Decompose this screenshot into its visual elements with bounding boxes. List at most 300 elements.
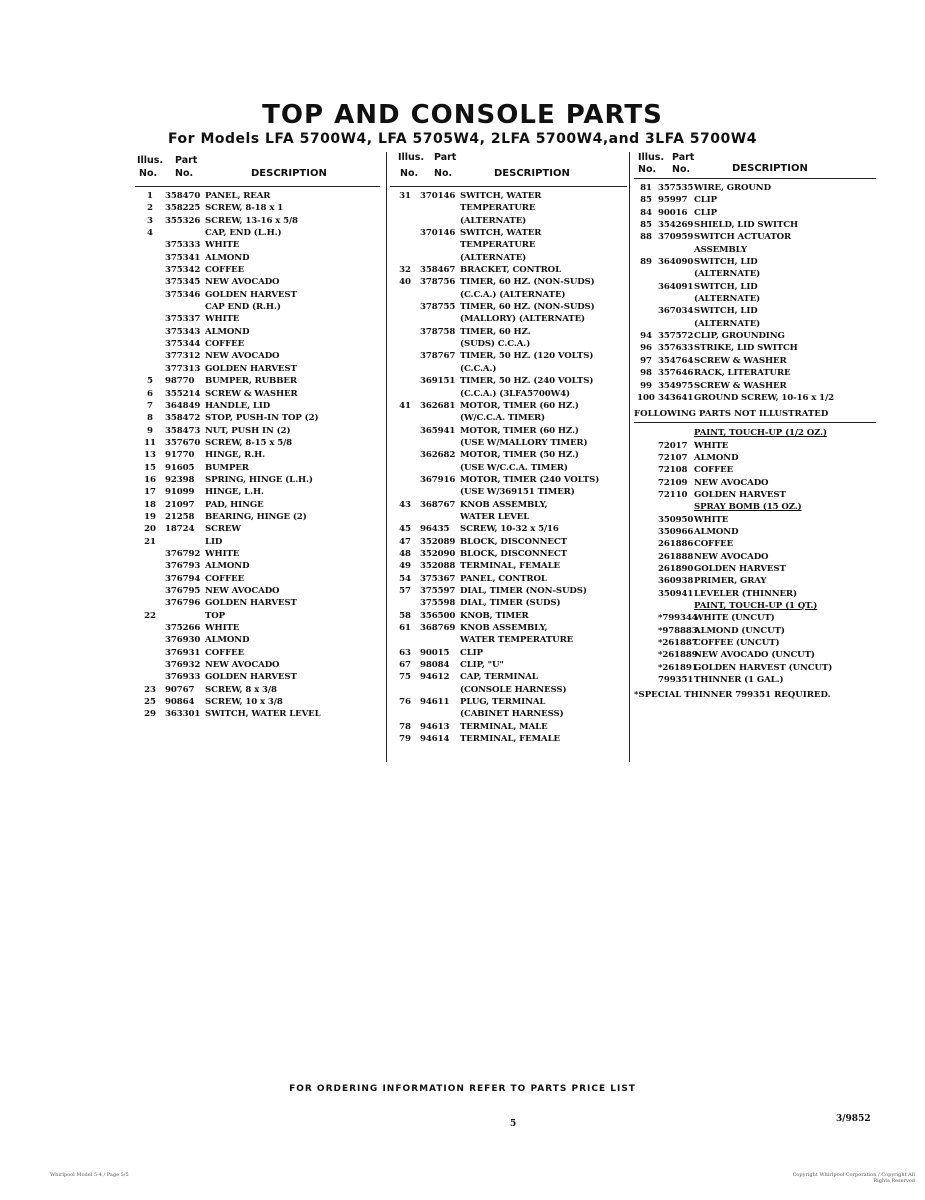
illus-number (634, 452, 658, 464)
part-number (658, 427, 694, 439)
part-description: WHITE (205, 548, 240, 559)
part-row (634, 563, 876, 575)
part-description: GOLDEN HARVEST (UNCUT) (694, 662, 833, 673)
illus-number: 48 (399, 548, 411, 559)
part-row (390, 190, 627, 202)
part-row (634, 625, 876, 637)
part-row (634, 588, 876, 600)
illus-number (390, 363, 420, 375)
part-row (634, 318, 876, 330)
illus-number: 47 (399, 536, 411, 547)
illus-number (634, 625, 658, 637)
part-description: GOLDEN HARVEST (205, 672, 297, 683)
illus-number: 6 (147, 388, 153, 399)
part-row (390, 659, 627, 671)
part-description: BRACKET, CONTROL (460, 265, 562, 276)
part-description: (C.C.A.) (3LFA5700W4) (460, 388, 571, 399)
part-row (135, 449, 380, 461)
part-number: 261886 (658, 539, 694, 550)
part-header-bottom: No. (672, 164, 691, 175)
column-header (390, 152, 627, 187)
part-description: COFFEE (UNCUT) (694, 638, 780, 649)
illus-number: 75 (399, 672, 411, 683)
part-number: 376792 (165, 548, 201, 559)
part-row (390, 536, 627, 548)
illus-number: 85 (640, 195, 652, 206)
part-number: 91770 (165, 450, 195, 461)
part-description: STRIKE, LID SWITCH (694, 343, 798, 354)
part-row (390, 622, 627, 634)
illus-number (634, 489, 658, 501)
illus-number: 5 (147, 376, 153, 387)
part-number: 369151 (420, 376, 456, 387)
part-row (634, 182, 876, 194)
part-header-bottom: No. (175, 168, 194, 179)
part-description: LEVELER (THINNER) (694, 588, 797, 599)
illus-number: 8 (147, 413, 153, 424)
page-title: TOP AND CONSOLE PARTS (262, 100, 663, 130)
part-row (390, 449, 627, 461)
part-number: 358473 (165, 425, 201, 436)
part-row (135, 622, 380, 634)
part-description: SWITCH, WATER LEVEL (205, 709, 321, 720)
part-number: 72110 (658, 489, 688, 500)
part-row (135, 437, 380, 449)
illus-header-top: Illus. (398, 152, 425, 163)
illus-number: 18 (144, 499, 156, 510)
illus-header-bottom: No. (400, 168, 419, 179)
part-number (165, 536, 205, 548)
part-row (135, 425, 380, 437)
part-number: 92398 (165, 474, 195, 485)
part-number (165, 610, 205, 622)
part-row (135, 647, 380, 659)
illus-number: 57 (399, 586, 411, 596)
illus-number (634, 318, 658, 330)
part-description: CLIP (694, 207, 717, 218)
illus-number (135, 647, 165, 659)
part-row (135, 363, 380, 375)
part-row (390, 289, 627, 301)
illus-number (634, 662, 658, 674)
part-row (390, 708, 627, 720)
part-number: *978883 (658, 625, 698, 636)
part-description: STOP, PUSH-IN TOP (2) (205, 413, 319, 424)
part-description: DIAL, TIMER (SUDS) (460, 598, 561, 609)
part-description: (USE W/369151 TIMER) (460, 487, 575, 498)
part-number: 72107 (658, 452, 688, 463)
part-number: 356500 (420, 610, 456, 621)
part-row (135, 499, 380, 511)
part-header-bottom: No. (434, 168, 453, 179)
part-number: 94613 (420, 721, 450, 732)
part-row (390, 227, 627, 239)
part-description: LID (205, 536, 223, 547)
part-row (390, 486, 627, 498)
part-row (634, 355, 876, 367)
part-description: KNOB ASSEMBLY, (460, 499, 548, 510)
part-number: *261889 (658, 650, 698, 661)
part-number: 377312 (165, 351, 201, 362)
part-number: 21258 (165, 511, 195, 522)
part-number (420, 338, 460, 350)
part-number: 376796 (165, 598, 201, 609)
part-number: 375342 (165, 265, 201, 276)
part-row (135, 659, 380, 671)
part-description: SCREW, 10 x 3/8 (205, 697, 283, 708)
illus-number (634, 538, 658, 550)
part-row (135, 684, 380, 696)
part-description: TOP (205, 610, 226, 621)
part-row (390, 573, 627, 585)
part-row (634, 526, 876, 538)
part-description: CLIP (460, 647, 483, 658)
page-subtitle: For Models LFA 5700W4, LFA 5705W4, 2LFA 5700W4,and 3LFA 5700W4 (168, 131, 757, 147)
illus-number (390, 425, 420, 437)
illus-number (634, 305, 658, 317)
part-row (135, 388, 380, 400)
part-row (135, 338, 380, 350)
part-row (390, 202, 627, 214)
part-number: 363301 (165, 709, 201, 720)
part-number: 354975 (658, 380, 694, 391)
part-number: 90864 (165, 697, 195, 708)
part-row (634, 612, 876, 624)
part-row (634, 219, 876, 231)
illus-number (390, 597, 420, 609)
illus-number (135, 239, 165, 251)
part-row (390, 412, 627, 424)
illus-number (634, 575, 658, 587)
part-header-top: Part (672, 152, 695, 163)
part-row (390, 239, 627, 251)
illus-number: 20 (144, 524, 156, 535)
part-description: KNOB ASSEMBLY, (460, 623, 548, 634)
part-number: 352090 (420, 548, 456, 559)
part-description: GROUND SCREW, 10-16 x 1/2 (694, 392, 834, 403)
part-description: GOLDEN HARVEST (205, 289, 297, 300)
part-number: 360938 (658, 576, 694, 587)
illus-number (634, 588, 658, 600)
part-description: PAINT, TOUCH-UP (1 QT.) (694, 601, 818, 611)
illus-number (135, 548, 165, 560)
illus-number: 99 (640, 380, 652, 391)
part-description: SCREW, 8-18 x 1 (205, 203, 284, 214)
part-description: TERMINAL, FEMALE (460, 734, 560, 745)
part-description: SCREW & WASHER (205, 388, 298, 399)
part-description: SCREW, 8 x 3/8 (205, 684, 277, 695)
part-number: 358467 (420, 265, 456, 276)
part-number: 378755 (420, 302, 456, 313)
part-number: 368769 (420, 623, 456, 634)
part-row (390, 375, 627, 387)
illus-number: 61 (399, 623, 411, 634)
part-row (135, 289, 380, 301)
part-row (390, 215, 627, 227)
part-number: 364090 (658, 257, 694, 268)
part-row (634, 231, 876, 243)
part-number: 90016 (658, 207, 688, 218)
illus-number: 7 (147, 400, 153, 411)
part-row (634, 268, 876, 280)
illus-number: 58 (399, 610, 411, 621)
part-number: 375333 (165, 240, 201, 251)
part-row (390, 610, 627, 622)
part-row (135, 239, 380, 251)
part-description: THINNER (1 GAL.) (694, 675, 784, 686)
part-row (390, 634, 627, 646)
part-number (165, 301, 205, 313)
part-number: 357670 (165, 437, 201, 448)
part-row (390, 338, 627, 350)
part-row (634, 367, 876, 379)
part-row (135, 264, 380, 276)
part-row (634, 662, 876, 674)
part-description: MOTOR, TIMER (240 VOLTS) (460, 474, 600, 485)
part-description: COFFEE (205, 647, 245, 658)
part-description: MOTOR, TIMER (60 HZ.) (460, 425, 579, 436)
part-row (390, 696, 627, 708)
part-description: (SUDS) C.C.A.) (460, 339, 531, 350)
part-row (135, 301, 380, 313)
part-description: BUMPER (205, 462, 249, 473)
part-description: BEARING, HINGE (2) (205, 511, 307, 522)
part-description: (W/C.C.A. TIMER) (460, 413, 545, 424)
illus-number (634, 551, 658, 563)
illus-header-top: Illus. (638, 152, 665, 163)
part-description: HANDLE, LID (205, 400, 271, 411)
part-row (634, 380, 876, 392)
part-number: 358472 (165, 413, 201, 424)
illus-number: 89 (640, 257, 652, 268)
part-row (135, 671, 380, 683)
part-number: 370146 (420, 191, 456, 201)
part-number (658, 244, 694, 256)
part-row (634, 674, 876, 686)
part-row (135, 375, 380, 387)
illus-number: 40 (399, 277, 411, 288)
part-description: GOLDEN HARVEST (205, 598, 297, 609)
illus-number (135, 264, 165, 276)
part-row (135, 634, 380, 646)
parts-list (390, 190, 627, 745)
illus-number (390, 388, 420, 400)
part-row (135, 610, 380, 622)
part-description: WHITE (694, 514, 729, 525)
part-number: 352089 (420, 536, 456, 547)
part-row (135, 523, 380, 535)
illus-number (390, 289, 420, 301)
part-description: BUMPER, RUBBER (205, 376, 297, 387)
illus-number (390, 684, 420, 696)
part-description: ALMOND (694, 452, 739, 463)
part-number: 378758 (420, 326, 456, 337)
part-row (634, 194, 876, 206)
illus-number (634, 514, 658, 526)
part-row (634, 427, 876, 439)
part-row (135, 326, 380, 338)
part-number (658, 600, 694, 612)
illus-number: 45 (399, 524, 411, 535)
part-number (420, 486, 460, 498)
illus-number: 21 (144, 536, 156, 547)
part-description: PAD, HINGE (205, 499, 264, 510)
part-description: TIMER, 50 HZ. (240 VOLTS) (460, 376, 594, 387)
part-row (634, 464, 876, 476)
part-number (420, 511, 460, 523)
part-number (420, 684, 460, 696)
part-description: CAP, TERMINAL (460, 672, 538, 683)
part-row (135, 511, 380, 523)
part-number: 261888 (658, 551, 694, 562)
illus-number (135, 597, 165, 609)
illus-number (390, 215, 420, 227)
parts-list (634, 182, 876, 404)
part-row (135, 350, 380, 362)
part-number: 365941 (420, 425, 456, 436)
illus-number (390, 412, 420, 424)
illus-number: 78 (399, 721, 411, 732)
part-description: WHITE (694, 440, 729, 451)
part-number: 377313 (165, 363, 201, 374)
part-number: 376930 (165, 635, 201, 646)
illus-number (390, 202, 420, 214)
part-number: 375597 (420, 586, 456, 596)
part-description: SHIELD, LID SWITCH (694, 220, 799, 231)
illus-number: 79 (399, 734, 411, 745)
part-number: 358470 (165, 191, 201, 201)
part-number: *261887 (658, 638, 698, 649)
illus-number: 16 (144, 474, 156, 485)
illus-number: 98 (640, 368, 652, 379)
part-number (420, 412, 460, 424)
part-number (420, 708, 460, 720)
page-number: 5 (510, 1119, 517, 1129)
illus-number: 17 (144, 487, 156, 498)
illus-number (135, 363, 165, 375)
illus-number (135, 573, 165, 585)
part-number: *799344 (658, 613, 698, 624)
part-number: 350966 (658, 526, 694, 537)
illus-number (634, 477, 658, 489)
part-row (634, 392, 876, 404)
description-header: DESCRIPTION (251, 168, 327, 179)
part-description: GOLDEN HARVEST (694, 489, 786, 500)
part-description: WATER TEMPERATURE (460, 635, 574, 646)
part-row (135, 585, 380, 597)
part-number: 90767 (165, 684, 195, 695)
part-description: WHITE (UNCUT) (694, 613, 775, 624)
part-description: CLIP (694, 195, 717, 206)
illus-number (135, 671, 165, 683)
part-row (135, 696, 380, 708)
parts-list (135, 190, 380, 721)
part-description: DIAL, TIMER (NON-SUDS) (460, 586, 587, 596)
illus-number: 84 (640, 207, 652, 218)
part-description: HINGE, R.H. (205, 450, 266, 461)
illus-number: 31 (399, 191, 411, 201)
part-description: SCREW & WASHER (694, 380, 787, 391)
illus-number (634, 501, 658, 513)
part-row (390, 313, 627, 325)
part-row (135, 227, 380, 239)
illus-number (634, 612, 658, 624)
part-row (390, 523, 627, 535)
part-description: HINGE, L.H. (205, 487, 264, 498)
illus-number (390, 462, 420, 474)
part-description: (USE W/C.C.A. TIMER) (460, 462, 568, 473)
part-number (420, 313, 460, 325)
part-number: 375341 (165, 252, 201, 263)
part-row (135, 400, 380, 412)
part-description: SPRAY BOMB (15 OZ.) (694, 502, 802, 513)
part-description: PANEL, REAR (205, 191, 271, 201)
part-description: SWITCH, WATER (460, 228, 542, 239)
part-number: 362682 (420, 450, 456, 461)
illus-number (634, 526, 658, 538)
part-description: (C.C.A.) (460, 363, 497, 374)
part-description: (C.C.A.) (ALTERNATE) (460, 289, 566, 300)
part-row (390, 511, 627, 523)
part-number: 378767 (420, 351, 456, 362)
part-row (135, 202, 380, 214)
part-number (420, 239, 460, 251)
part-row (390, 733, 627, 745)
part-row (634, 305, 876, 317)
part-description: CLIP, "U" (460, 660, 504, 671)
part-number: 94614 (420, 734, 450, 745)
part-number: 375343 (165, 326, 201, 337)
illus-number (634, 244, 658, 256)
part-description: (CABINET HARNESS) (460, 709, 564, 720)
part-number (165, 227, 205, 239)
part-row (390, 474, 627, 486)
part-number: 375598 (420, 598, 456, 609)
part-number: 364091 (658, 281, 694, 292)
part-number: 375337 (165, 314, 201, 325)
illus-number: 54 (399, 573, 411, 584)
part-row (135, 560, 380, 572)
part-header-top: Part (175, 155, 198, 166)
column-divider (629, 152, 630, 762)
illus-number (135, 289, 165, 301)
part-row (390, 437, 627, 449)
part-number: 357572 (658, 331, 694, 342)
part-header-top: Part (434, 152, 457, 163)
part-row (390, 276, 627, 288)
part-row (634, 293, 876, 305)
part-number (420, 437, 460, 449)
part-row (634, 330, 876, 342)
fine-print-left: Whirlpool Model 5-4 / Page 5/5 (50, 1172, 129, 1178)
part-description: COFFEE (205, 339, 245, 350)
part-row (390, 326, 627, 338)
parts-column-2 (390, 152, 627, 745)
part-number: 352088 (420, 561, 456, 572)
part-number (420, 634, 460, 646)
part-description: NEW AVOCADO (205, 660, 280, 671)
part-row (135, 190, 380, 202)
part-description: SWITCH, LID (694, 306, 758, 317)
parts-column-1 (135, 152, 380, 721)
part-number: 376793 (165, 561, 201, 572)
part-description: SWITCH, LID (694, 281, 758, 292)
part-description: PANEL, CONTROL (460, 573, 547, 584)
illus-number: 29 (144, 709, 156, 720)
part-row (390, 499, 627, 511)
part-row (634, 600, 876, 612)
part-row (390, 264, 627, 276)
